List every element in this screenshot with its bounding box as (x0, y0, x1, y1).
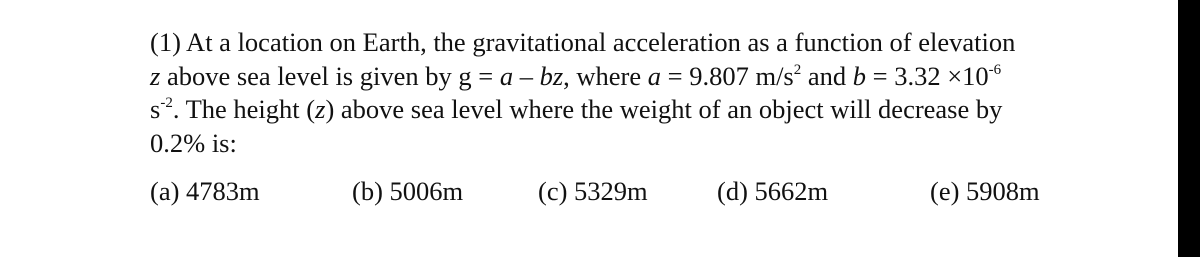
line3-text-2: . The height ( (172, 94, 316, 124)
exponent-2: 2 (793, 61, 802, 78)
var-a: a (647, 60, 662, 91)
line3-text-3: ) above sea level where the weight of an object will decrease by (325, 94, 1003, 124)
exponent-neg2: -2 (160, 95, 173, 112)
var-z: z (150, 60, 161, 91)
choice-d[interactable]: (d) 5662m (717, 176, 829, 206)
choice-e[interactable]: (e) 5908m (930, 176, 1040, 206)
question-line-4: 0.2% is: (150, 127, 237, 158)
line2-text-4: and (801, 60, 853, 91)
line2-text-5: = 3.32 ×10 (866, 60, 989, 91)
question-line-1: (1) At a location on Earth, the gravitational acceleration as a function of elevation (150, 27, 1016, 57)
question-text (150, 26, 1060, 160)
question-line-3 (150, 93, 1060, 127)
exponent-neg6: -6 (988, 61, 1002, 78)
choice-b[interactable]: (b) 5006m (352, 176, 464, 206)
right-edge-bar (1178, 0, 1200, 257)
line2-text-3: = 9.807 m/s (661, 60, 794, 91)
line3-text-1: s (150, 94, 161, 124)
var-b: b (852, 60, 867, 91)
line2-text-1: above sea level is given by g = (160, 60, 500, 91)
var-z: z (315, 94, 326, 124)
choice-a[interactable]: (a) 4783m (150, 176, 260, 206)
expression-a-minus-bz: a – bz (499, 60, 564, 91)
choice-c[interactable]: (c) 5329m (538, 176, 648, 206)
answer-choices (150, 176, 1050, 216)
question-line-2 (150, 60, 1060, 94)
line2-text-2: , where (563, 60, 648, 91)
